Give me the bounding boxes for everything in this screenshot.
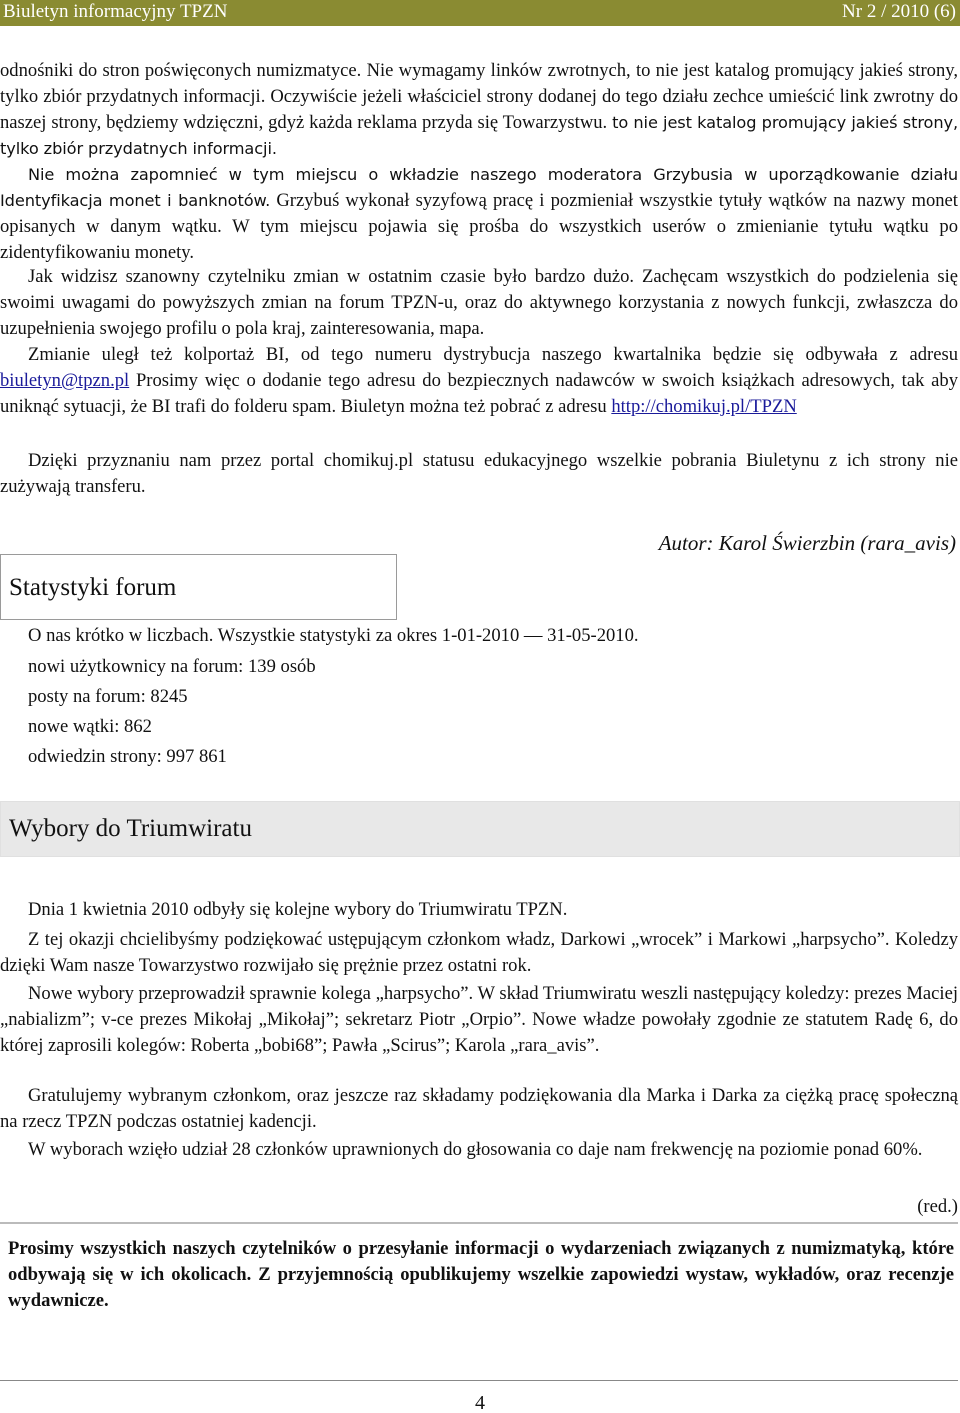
issue-number: Nr 2 / 2010 (6) [842,1,956,22]
elections-paragraph-5: W wyborach wzięło udział 28 członków uprawnionych do głosowania co daje nam frekwencję na poziomie ponad 60%. [28,1139,923,1160]
intro-paragraph-3 [0,264,958,342]
section-heading-elections-text: Wybory do Triumwiratu [9,815,252,842]
intro-paragraph-2-sans: Nie można zapomnieć w tym miejscu o wkładzie naszego moderatora Grzybusia w uporządkowanie działu Identyfikacja monet i banknotów. [0,165,958,210]
intro-paragraph-2-text: Grzybuś wykonał syzyfową pracę i pozmieniał wszystkie tytuły wątków na nazwy monet opisanych w danym wątku. W tym miejscu pojawia się prośba do wszystkich userów o zmienianie tytułu wątku po zidentyfikowaniu monety. [0,190,958,263]
author-credit: Autor: Karol Świerzbin (rara_avis) [658,531,956,555]
stats-item-threads: nowe wątki: 862 [28,716,152,737]
stats-item-posts: posty na forum: 8245 [28,686,188,707]
page-number: 4 [475,1392,485,1413]
elections-paragraph-2: Z tej okazji chcielibyśmy podziękować ustępującym członkom władz, Darkowi „wrocek” i Markowi „harpsycho”. Koledzy dzięki Wam nasze Towarzystwo rozwijało się prężnie przez ostatni rok. [0,929,958,976]
reader-notice: Prosimy wszystkich naszych czytelników o przesyłanie informacji o wydarzeniach związanych z numizmatyką, które odbywają się w ich okolicach. Z przyjemnością opublikujemy wszelkie zapowiedzi wystaw, wykładów, oraz recenzje wydawnicze. [0,1222,958,1314]
intro-paragraph-1 [0,58,958,162]
page-header [0,0,960,26]
section-heading-elections [0,801,960,857]
elections-paragraph-3: Nowe wybory przeprowadził sprawnie kolega „harpsycho”. W skład Triumwiratu weszli następujący koledzy: prezes Maciej „nabializm”; v-ce prezes Mikołaj „Mikołaj”; sekretarz Piotr „Orpio”. Nowe władze powołały zgodnie ze statutem Radę 6, do której zaprosili kolegów: Roberta „bobi68”; Pawła „Scirus”; Karola „rara_avis”. [0,983,958,1056]
publication-title: Biuletyn informacyjny TPZN [3,1,228,22]
stats-item-visits: odwiedzin strony: 997 861 [28,746,227,767]
intro-paragraph-4-text-a: Zmianie uległ też kolportaż BI, od tego numeru dystrybucja naszego kwartalnika będzie się odbywała z adresu [28,344,958,365]
section-heading-stats-text: Statystyki forum [9,574,177,601]
intro-paragraph-1-text: odnośniki do stron poświęconych numizmatyce. Nie wymagamy linków zwrotnych, to nie jest katalog promujący jakieś strony, tylko zbiór przydatnych informacji. Oczywiście jeżeli właściciel strony dodanej do tego działu zechce umieścić link zwrotny do naszej strony, będziemy wdzięczni, gdyż każda reklama przyda się Towarzystwu. [0,60,958,133]
elections-paragraph-1: Dnia 1 kwietnia 2010 odbyły się kolejne wybory do Triumwiratu TPZN. [28,899,568,920]
footer-rule [0,1380,958,1381]
intro-paragraph-4 [0,342,958,420]
intro-paragraph-2 [0,162,958,266]
email-link[interactable]: biuletyn@tpzn.pl [0,370,130,391]
intro-paragraph-5: Dzięki przyznaniu nam przez portal chomikuj.pl statusu edukacyjnego wszelkie pobrania Biuletynu z ich strony nie zużywają transferu. [0,450,958,497]
section-heading-stats [0,554,397,620]
intro-paragraph-3-text: Jak widzisz szanowny czytelniku zmian w ostatnim czasie było bardzo dużo. Zachęcam wszystkich do podzielenia się swoimi uwagami do powyższych zmian na forum TPZN-u, oraz do aktywnego korzystania z nowych funkcji, zwłaszcza do uzupełnienia swojego profilu o pola kraj, zainteresowania, mapa. [0,266,958,339]
editorial-signoff: (red.) [917,1196,958,1217]
intro-paragraph-4-text-b: Prosimy więc o dodanie tego adresu do bezpiecznych nadawców w swoich książkach adresowych, tak aby uniknąć sytuacji, że BI trafi do folderu spam. Biuletyn można też pobrać z adresu [0,370,958,417]
chomikuj-link[interactable]: http://chomikuj.pl/TPZN [611,396,797,417]
intro-paragraph-1-sans: to nie jest katalog promujący jakieś strony, tylko zbiór przydatnych informacji. [0,113,959,158]
elections-paragraph-4: Gratulujemy wybranym członkom, oraz jeszcze raz składamy podziękowania dla Marka i Darka za ciężką pracę społeczną na rzecz TPZN podczas ostatniej kadencji. [0,1085,958,1132]
stats-intro: O nas krótko w liczbach. Wszystkie statystyki za okres 1-01-2010 — 31-05-2010. [28,625,639,646]
stats-item-users: nowi użytkownicy na forum: 139 osób [28,656,316,677]
